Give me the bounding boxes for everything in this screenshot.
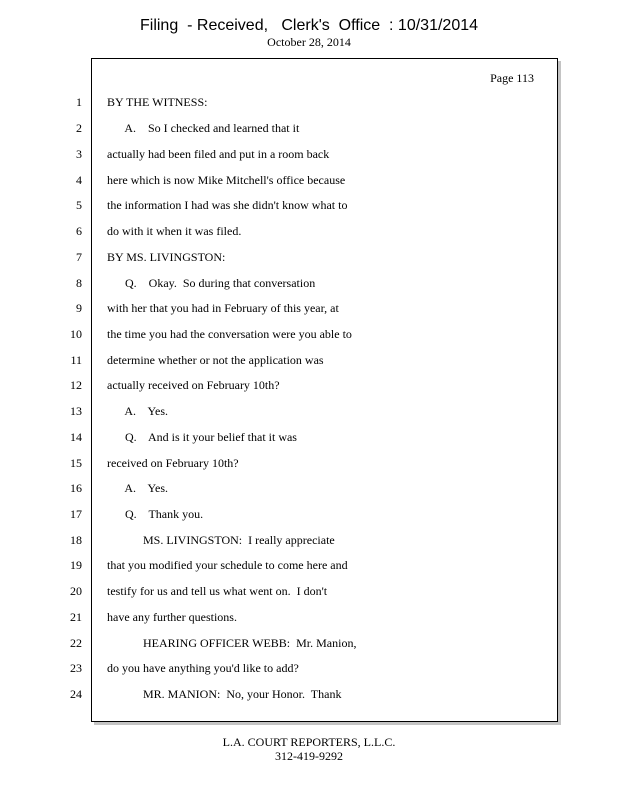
line-number: 15 <box>70 456 82 470</box>
transcript-line: MR. MANION: No, your Honor. Thank <box>107 687 342 701</box>
transcript-line: with her that you had in February of this year, at <box>107 301 339 315</box>
transcript-line: determine whether or not the application was <box>107 353 324 367</box>
transcript-line: that you modified your schedule to come here and <box>107 558 348 572</box>
transcript-date: October 28, 2014 <box>267 35 351 49</box>
line-number: 20 <box>70 584 82 598</box>
line-number: 4 <box>76 173 82 187</box>
footer-phone: 312-419-9292 <box>275 749 343 763</box>
transcript-line: BY THE WITNESS: <box>107 95 208 109</box>
transcript-line: Q. Okay. So during that conversation <box>107 276 316 290</box>
line-number: 8 <box>76 276 82 290</box>
line-number: 14 <box>70 430 82 444</box>
transcript-line: the information I had was she didn't know what to <box>107 198 348 212</box>
line-number: 2 <box>76 121 82 135</box>
line-number: 22 <box>70 636 82 650</box>
transcript-line: actually received on February 10th? <box>107 378 280 392</box>
line-number: 23 <box>70 661 82 675</box>
line-number: 3 <box>76 147 82 161</box>
line-number: 16 <box>70 481 82 495</box>
transcript-line: HEARING OFFICER WEBB: Mr. Manion, <box>107 636 357 650</box>
line-number: 10 <box>70 327 82 341</box>
transcript-line: A. Yes. <box>107 404 169 418</box>
transcript-line: A. Yes. <box>107 481 169 495</box>
transcript-line: testify for us and tell us what went on. I don't <box>107 584 328 598</box>
line-number: 19 <box>70 558 82 572</box>
transcript-line: BY MS. LIVINGSTON: <box>107 250 226 264</box>
line-number: 5 <box>76 198 82 212</box>
line-number: 1 <box>76 95 82 109</box>
transcript-line: MS. LIVINGSTON: I really appreciate <box>107 533 335 547</box>
line-number: 21 <box>70 610 82 624</box>
transcript-line: the time you had the conversation were you able to <box>107 327 352 341</box>
transcript-line: have any further questions. <box>107 610 237 624</box>
line-number: 13 <box>70 404 82 418</box>
footer-company: L.A. COURT REPORTERS, L.L.C. <box>222 735 396 749</box>
transcript-line: actually had been filed and put in a room back <box>107 147 330 161</box>
line-number: 9 <box>76 301 82 315</box>
line-number: 18 <box>70 533 82 547</box>
line-number: 11 <box>70 353 82 367</box>
transcript-line: do you have anything you'd like to add? <box>107 661 299 675</box>
line-number: 6 <box>76 224 82 238</box>
transcript-line: A. So I checked and learned that it <box>107 121 300 135</box>
transcript-line: do with it when it was filed. <box>107 224 242 238</box>
transcript-line: received on February 10th? <box>107 456 239 470</box>
line-number: 12 <box>70 378 82 392</box>
transcript-line: Q. And is it your belief that it was <box>107 430 297 444</box>
filing-stamp: Filing - Received, Clerk's Office : 10/31/2014 <box>139 17 479 34</box>
page-number: Page 113 <box>490 71 534 85</box>
transcript-line: Q. Thank you. <box>107 507 204 521</box>
line-number: 24 <box>70 687 82 701</box>
line-number: 7 <box>76 250 82 264</box>
line-number: 17 <box>70 507 82 521</box>
transcript-line: here which is now Mike Mitchell's office because <box>107 173 346 187</box>
